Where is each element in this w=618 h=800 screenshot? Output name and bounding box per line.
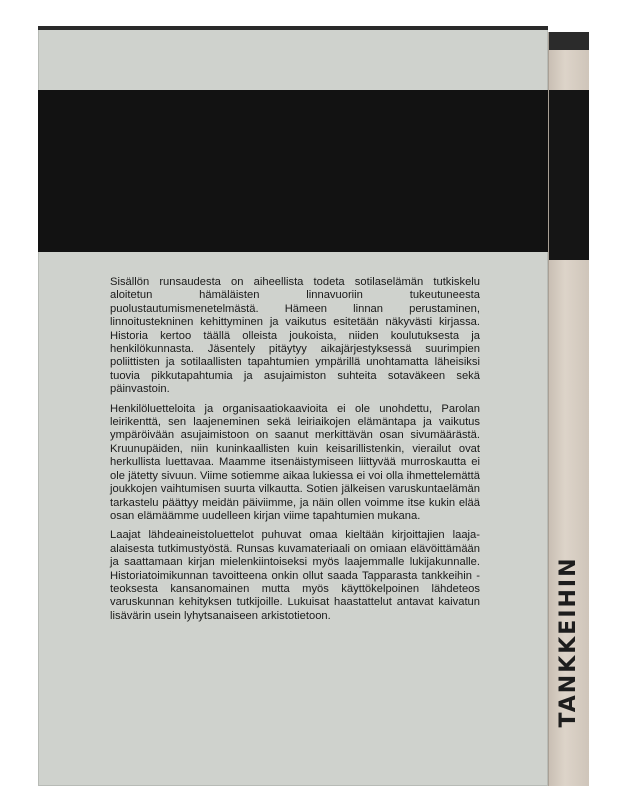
spine-top-band [549, 32, 589, 50]
spine-title: TANKKEIHIN [556, 556, 581, 728]
blurb-paragraph-1: Sisällön runsaudesta on aiheellista todeta sotilaselämän tutkiskelu aloitetun hämäläisten linnavuoriin tukeutuneesta puolustautumismenetelmästä. Hämeen linnan perustaminen, linnoitustekninen kehittyminen ja vaikutus esitetään näkyvästi kirjassa. Historia kertoo täällä olleista joukoista, niiden koulutuksesta ja henkilökunnasta. Jäsentely pitäytyy aikajärjestyksessä suurimpien poliittisten ja sotilaallisten tapahtumien ympärillä unohtamatta läheisiksi tuovia pikkutapahtumia ja asujaimiston suhteita sotaväkeen sekä päinvastoin. [110, 276, 480, 396]
back-cover [38, 26, 548, 786]
book-spine [548, 32, 589, 786]
blurb-paragraph-2: Henkilöluetteloita ja organisaatiokaavioita ei ole unohdettu, Parolan leirikenttä, sen laajeneminen sekä leiriaikojen elämäntapa ja vaikutus ympäröivään asujaimistoon on saanut merkittävän osan sivumäärästä. Kruunupäiden, niin kuninkaallisten kuin keisarillistenkin, vierailut ovat herkullista luettavaa. Maamme itsenäistymiseen liittyvää murroskautta ei ole jätetty sivuun. Viime sotiemme aikaa lukiessa ei voi olla ihmettelemättä joukkojen vaihtumisen suurta vilkautta. Sotien jälkeisen varuskuntaelämän tarkastelu päättyy meidän päiviimme, ja näin ollen voimme itse kukin elää osan elämäämme uudelleen kirjan viime tapahtumien mukana. [110, 402, 480, 522]
blurb-text [110, 276, 480, 629]
black-band [38, 90, 548, 252]
spine-black-band [549, 90, 589, 260]
blurb-paragraph-3: Laajat lähdeaineistoluettelot puhuvat omaa kieltään kirjoittajien laaja-alaisesta tutkimustyöstä. Runsas kuvamateriaali on omiaan elävöittämään ja saattamaan kirjan mielenkiintoiseksi myös laajemmalle lukijakunnalle. Historiatoimikunnan tavoitteena onkin ollut saada Tapparasta tankkeihin -teoksesta kansanomainen mutta myös käyttökelpoinen lähdeteos varuskunnan kehityksen tutkijoille. Lukuisat haastattelut antavat kaivatun lisävärin usein lyhytsanaiseen arkistotietoon. [110, 529, 480, 622]
cover-top-edge [38, 26, 548, 30]
book [38, 26, 588, 786]
